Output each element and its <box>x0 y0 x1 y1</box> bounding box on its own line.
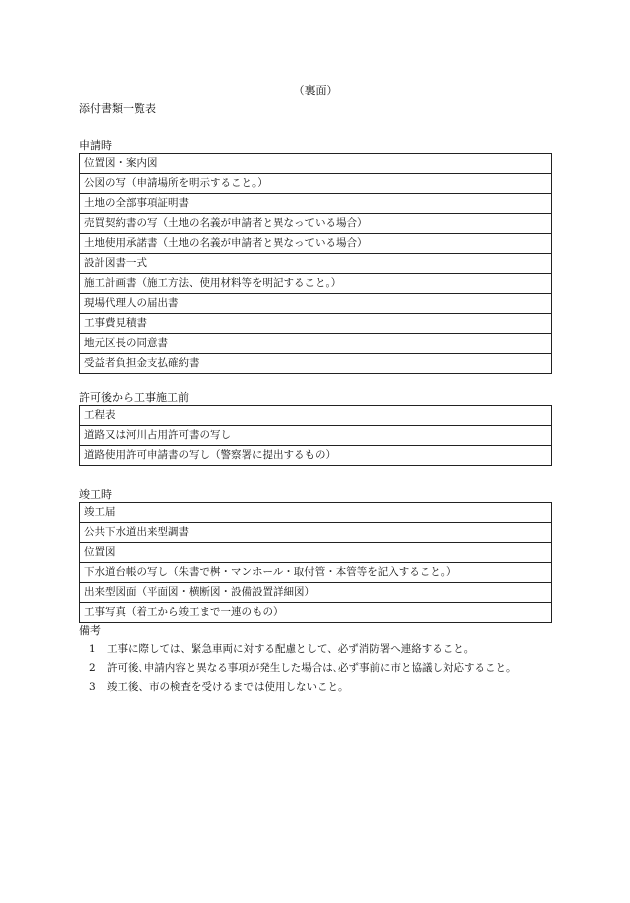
table-cell: 工程表 <box>80 406 552 426</box>
table-cell: 竣工届 <box>80 503 552 523</box>
table-cell: 工事写真（着工から竣工まで一連のもの） <box>80 603 552 623</box>
table-row <box>80 234 552 254</box>
table-row <box>80 563 552 583</box>
section-label-completion: 竣工時 <box>79 488 112 501</box>
table-row <box>80 294 552 314</box>
table-row <box>80 194 552 214</box>
note-item <box>89 640 559 659</box>
table-row <box>80 174 552 194</box>
table-row <box>80 446 552 466</box>
table-row <box>80 314 552 334</box>
section-label-application: 申請時 <box>79 139 112 152</box>
table-cell: 位置図・案内図 <box>80 154 552 174</box>
application-documents-table <box>79 153 552 374</box>
notes-list <box>89 640 559 697</box>
table-cell: 受益者負担金支払確約書 <box>80 354 552 374</box>
table-row <box>80 154 552 174</box>
table-row <box>80 583 552 603</box>
table-cell: 公図の写（申請場所を明示すること。） <box>80 174 552 194</box>
page-side-label: （裏面） <box>293 84 338 97</box>
table-cell: 施工計画書（施工方法、使用材料等を明記すること。） <box>80 274 552 294</box>
note-number: 3 <box>89 681 96 693</box>
note-text: 竣工後、市の検査を受けるまでは使用しないこと。 <box>107 681 349 693</box>
table-row <box>80 334 552 354</box>
note-text: 工事に際しては、緊急車両に対する配慮として、必ず消防署へ連絡すること。 <box>107 643 475 655</box>
note-item <box>89 678 559 697</box>
table-cell: 公共下水道出来型調書 <box>80 523 552 543</box>
document-title: 添付書類一覧表 <box>79 102 156 115</box>
note-number: 2 <box>89 662 96 674</box>
table-cell: 現場代理人の届出書 <box>80 294 552 314</box>
table-cell: 設計図書一式 <box>80 254 552 274</box>
table-cell: 売買契約書の写（土地の名義が申請者と異なっている場合） <box>80 214 552 234</box>
table-cell: 道路又は河川占用許可書の写し <box>80 426 552 446</box>
note-number: 1 <box>89 643 96 655</box>
table-cell: 下水道台帳の写し（朱書で桝・マンホール・取付管・本管等を記入すること。） <box>80 563 552 583</box>
table-row <box>80 214 552 234</box>
table-row <box>80 503 552 523</box>
table-cell: 出来型図面（平面図・横断図・設備設置詳細図） <box>80 583 552 603</box>
table-cell: 土地使用承諾書（土地の名義が申請者と異なっている場合） <box>80 234 552 254</box>
table-row <box>80 523 552 543</box>
table-cell: 地元区長の同意書 <box>80 334 552 354</box>
table-cell: 位置図 <box>80 543 552 563</box>
section-label-before-construction: 許可後から工事施工前 <box>79 391 189 404</box>
notes-label: 備考 <box>79 624 101 637</box>
completion-documents-table <box>79 502 552 623</box>
pre-construction-documents-table <box>79 405 552 466</box>
table-row <box>80 406 552 426</box>
table-cell: 工事費見積書 <box>80 314 552 334</box>
table-row <box>80 543 552 563</box>
table-cell: 土地の全部事項証明書 <box>80 194 552 214</box>
table-row <box>80 426 552 446</box>
table-row <box>80 603 552 623</box>
table-row <box>80 354 552 374</box>
table-row <box>80 254 552 274</box>
table-cell: 道路使用許可申請書の写し（警察署に提出するもの） <box>80 446 552 466</box>
note-item <box>89 659 559 678</box>
note-text: 許可後､申請内容と異なる事項が発生した場合は､必ず事前に市と協議し対応すること。 <box>107 662 517 674</box>
table-row <box>80 274 552 294</box>
